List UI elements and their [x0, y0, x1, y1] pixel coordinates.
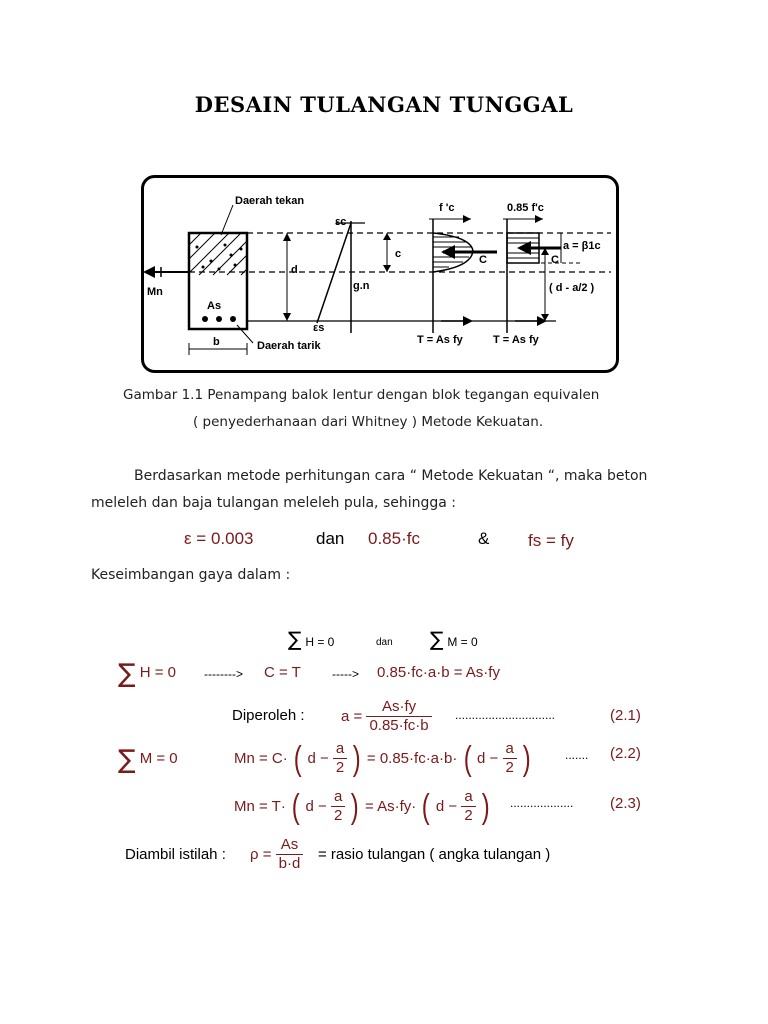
- sum-dan: dan: [376, 637, 393, 648]
- paren-open: (: [293, 739, 302, 778]
- label-c-force-2: C: [551, 254, 559, 266]
- sum-h-text: H = 0: [305, 635, 335, 649]
- sigma-symbol: ∑: [118, 659, 136, 689]
- condition-dan: dan: [316, 529, 345, 548]
- eq22-fraction2: [503, 740, 517, 777]
- sum-m-zero: [430, 627, 478, 651]
- eq23-den: 2: [333, 807, 343, 824]
- sigma-symbol: ∑: [430, 627, 444, 651]
- eq22-fraction: [333, 740, 347, 777]
- eq23-fraction2: [461, 788, 475, 825]
- eq23-dots: ...................: [510, 796, 574, 810]
- eq21-dots: ..............................: [455, 708, 556, 722]
- page-title: DESAIN TULANGAN TUNGGAL: [194, 92, 574, 117]
- label-t-force-1: T = As fy: [417, 334, 463, 346]
- ratio-prefix: Diambil istilah :: [125, 846, 226, 863]
- figure-caption-line2: ( penyederhanaan dari Whitney ) Metode Kekuatan.: [193, 414, 544, 430]
- eq-h-lhs-text: H = 0: [139, 664, 176, 681]
- eq22-lhs: [118, 745, 178, 775]
- label-eps-c: εc: [335, 216, 347, 228]
- paren-open: (: [463, 739, 472, 778]
- eq22-eq: = 0.85·fc·a·b·: [366, 750, 458, 767]
- ratio-body: [250, 836, 303, 873]
- label-compression-zone: Daerah tekan: [235, 195, 305, 207]
- eq23-body: [234, 788, 491, 825]
- label-d: d: [291, 264, 298, 276]
- eq22-den: 2: [335, 759, 345, 776]
- eq22-mn: Mn = C·: [234, 750, 288, 767]
- label-c-force-1: C: [479, 254, 487, 266]
- paragraph-line2: meleleh dan baja tulangan meleleh pula, sehingga :: [91, 495, 457, 511]
- label-085fc: 0.85 f'c: [507, 202, 544, 214]
- eq22-d: d −: [307, 750, 329, 767]
- label-d-minus-a2: ( d - a/2 ): [549, 282, 595, 294]
- paren-open: (: [422, 787, 431, 826]
- label-tension-zone: Daerah tarik: [257, 340, 321, 352]
- condition-085fc: 0.85·fc: [368, 529, 420, 548]
- paragraph-line1: Berdasarkan metode perhitungan cara “ Metode Kekuatan “, maka beton: [134, 468, 648, 484]
- eq22-lhs-text: M = 0: [139, 750, 178, 767]
- eq23-eq: = As·fy·: [364, 798, 417, 815]
- condition-epsilon: ε = 0.003: [184, 529, 254, 548]
- eq22-body: [234, 740, 532, 777]
- ratio-text: = rasio tulangan ( angka tulangan ): [318, 846, 551, 863]
- paren-close: ): [351, 787, 360, 826]
- beam-diagram: [141, 175, 619, 373]
- sum-h-zero: [288, 627, 334, 651]
- balance-heading: Keseimbangan gaya dalam :: [91, 567, 291, 583]
- eq23-d: d −: [305, 798, 327, 815]
- eq21-number: (2.1): [610, 707, 641, 724]
- eq23-mn: Mn = T·: [234, 798, 286, 815]
- eq21-denominator: 0.85·fc·b: [369, 717, 429, 734]
- eq21-prefix: Diperoleh :: [232, 707, 305, 724]
- paren-open: (: [291, 787, 300, 826]
- paren-close: ): [522, 739, 531, 778]
- ratio-num: As: [276, 836, 304, 855]
- paren-close: ): [353, 739, 362, 778]
- ratio-den: b·d: [278, 855, 301, 872]
- eq-h-lhs: [118, 659, 176, 689]
- label-a-beta: a = β1c: [563, 240, 601, 252]
- condition-ampersand: &: [478, 529, 490, 548]
- paren-close: ): [481, 787, 490, 826]
- eq23-fraction: [331, 788, 345, 825]
- eq23-num: a: [331, 788, 345, 807]
- eq21-numerator: As·fy: [366, 698, 431, 717]
- condition-fs-fy: fs = fy: [528, 531, 574, 550]
- label-eps-s: εs: [313, 322, 325, 334]
- beam-stress-figure: [141, 175, 619, 373]
- eq22-num: a: [333, 740, 347, 759]
- label-b: b: [213, 336, 220, 348]
- eq22-number: (2.2): [610, 745, 641, 762]
- eq23-num2: a: [461, 788, 475, 807]
- eq22-num2: a: [503, 740, 517, 759]
- label-gn: g.n: [353, 280, 370, 292]
- label-fc: f 'c: [439, 202, 455, 214]
- label-as: As: [207, 300, 222, 312]
- ratio-fraction: [276, 836, 304, 873]
- eq23-den2: 2: [464, 807, 473, 824]
- sum-m-text: M = 0: [447, 635, 478, 649]
- eq23-d2: d −: [435, 798, 458, 815]
- eq-h-c-t: C = T: [264, 664, 301, 681]
- eq21-body: [341, 698, 432, 735]
- ratio-rho: ρ =: [250, 846, 272, 863]
- eq-h-arrow2: ----->: [332, 667, 359, 681]
- label-mn: Mn: [147, 286, 163, 298]
- eq23-number: (2.3): [610, 795, 641, 812]
- figure-caption-line1: Gambar 1.1 Penampang balok lentur dengan blok tegangan equivalen: [123, 387, 600, 403]
- eq21-a: a =: [341, 708, 363, 725]
- eq22-den2: 2: [505, 759, 514, 776]
- eq22-d2: d −: [477, 750, 499, 767]
- eq-h-arrow1: -------->: [204, 667, 243, 681]
- eq-h-rhs: 0.85·fc·a·b = As·fy: [377, 664, 500, 681]
- sigma-symbol: ∑: [118, 745, 136, 775]
- sigma-symbol: ∑: [288, 627, 302, 651]
- eq22-dots: .......: [565, 748, 589, 762]
- label-c: c: [395, 248, 402, 260]
- label-t-force-2: T = As fy: [493, 334, 539, 346]
- eq21-fraction: [366, 698, 431, 735]
